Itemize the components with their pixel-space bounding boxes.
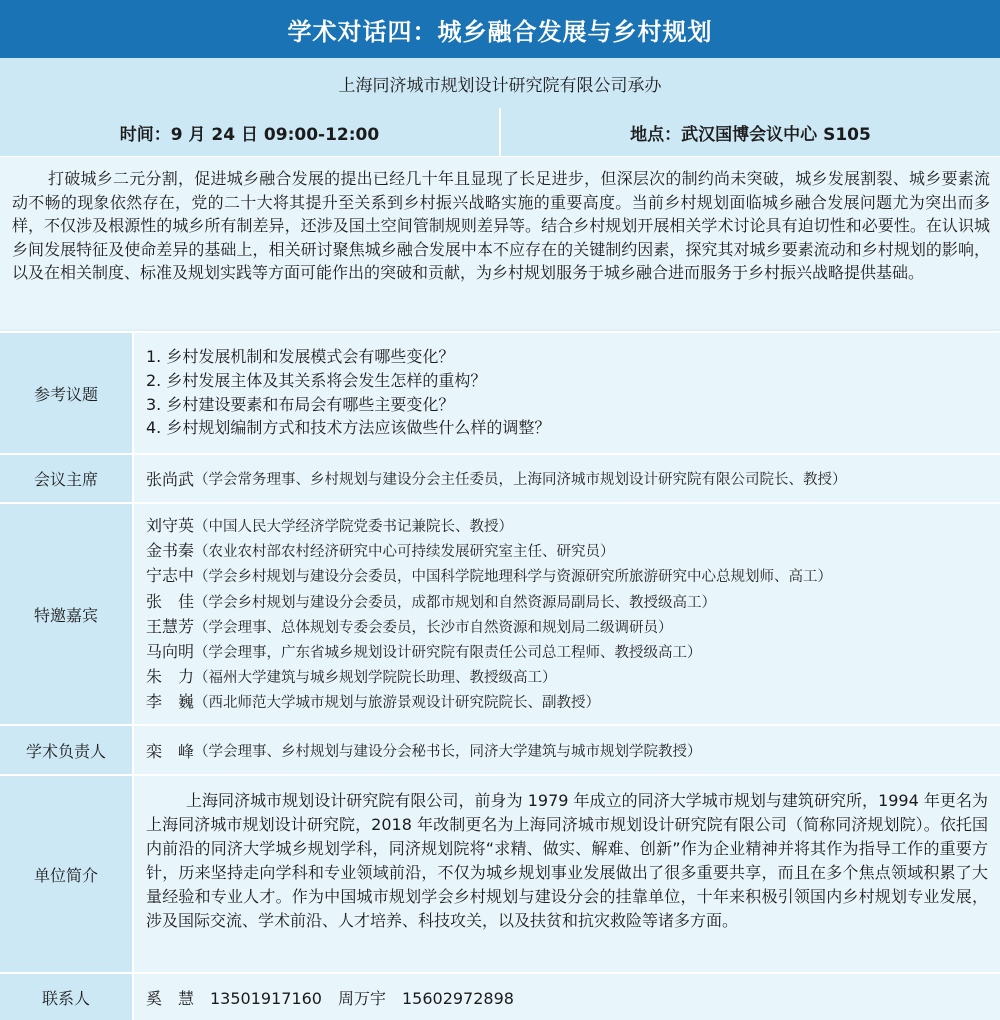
- guest-name: 马向明: [146, 642, 195, 662]
- guest-detail: （福州大学建筑与城乡规划学院院长助理、教授级高工）: [194, 670, 557, 687]
- guest-item: [146, 615, 1000, 640]
- guest-item: [146, 690, 1000, 715]
- guest-detail: （学会乡村规划与建设分会委员，中国科学院地理科学与资源研究所旅游研究中心总规划师、高工）: [194, 569, 833, 586]
- guest-name: 刘守英: [146, 516, 195, 535]
- place-text: 地点：武汉国博会议中心 S105: [499, 108, 1000, 156]
- guest-name: 宁志中: [146, 566, 195, 586]
- chair-name: 张尚武: [146, 470, 195, 489]
- topic-item: 2. 乡村发展主体及其关系将会发生怎样的重构？: [146, 370, 487, 390]
- unit-text: 上海同济城市规划设计研究院有限公司，前身为 1979 年成立的同济大学城市规划与建筑研究所，1994 年更名为上海同济城市规划设计研究院，2018 年改制更名为上海同济城市规划设计研究院有限公司（简称同济规划院）。依托国内前沿的同济大学城乡规划学科，同济规划院将“求精、做实、解难、创新”作为企业精神并将其作为指导工作的重要方针，历来坚持走向学科和专业领域前沿，不仅为城乡规划事业发展做出了很多重要共享，而且在多个焦点领域积累了大量经验和专业人才。作为中国城市规划学会乡村规划与建设分会的挂靠单位，十年来积极引领国内乡村规划专业发展，涉及国际交流、学术前沿、人才培养、科技攻关，以及扶贫和抗灾救险等诸多方面。: [134, 776, 1000, 972]
- unit-label: 单位简介: [0, 776, 134, 972]
- topics-list: [134, 333, 1000, 453]
- lead-content: [134, 726, 1000, 774]
- guest-name: 李 巍: [146, 692, 195, 712]
- guests-label: 特邀嘉宾: [0, 504, 134, 724]
- topics-label: 参考议题: [0, 333, 134, 453]
- guest-name: 王慧芳: [146, 616, 195, 636]
- guest-name: 朱 力: [146, 667, 195, 687]
- contact-people: 奚 慧 13501917160 周万宇 15602972898: [134, 974, 1000, 1020]
- chair-row: [0, 453, 1000, 502]
- guest-detail: （中国人民大学经济学院党委书记兼院长、教授）: [194, 519, 514, 535]
- lead-row: [0, 724, 1000, 774]
- guest-name: 金书秦: [146, 541, 195, 561]
- intro-paragraph: 打破城乡二元分割，促进城乡融合发展的提出已经几十年且显现了长足进步，但深层次的制约尚未突破，城乡发展割裂、城乡要素流动不畅的现象依然存在，党的二十大将其提升至关系到乡村振兴战略实施的重要高度。当前乡村规划面临城乡融合发展问题尤为突出而多样，不仅涉及根源性的城乡所有制差异，还涉及国土空间管制规则差异等。结合乡村规划开展相关学术讨论具有迫切性和必要性。在认识城乡间发展特征及使命差异的基础上，相关研讨聚焦城乡融合发展中本不应存在的关键制约因素，探究其对城乡要素流动和乡村规划的影响，以及在相关制度、标准及规划实践等方面可能作出的突破和贡献，为乡村规划服务于城乡融合进而服务于乡村振兴战略提供基础。: [0, 157, 1000, 329]
- lead-detail: （学会理事、乡村规划与建设分会秘书长，同济大学建筑与城市规划学院教授）: [194, 743, 702, 760]
- guest-detail: （学会理事，广东省城乡规划设计研究院有限责任公司总工程师、教授级高工）: [194, 645, 702, 662]
- guest-detail: （学会理事、总体规划专委会委员，长沙市自然资源和规划局二级调研员）: [194, 619, 673, 636]
- page-title: 学术对话四：城乡融合发展与乡村规划: [0, 0, 1000, 58]
- time-place-bar: [0, 108, 1000, 157]
- time-text: 时间：9 月 24 日 09:00-12:00: [119, 124, 380, 145]
- lead-label: 学术负责人: [0, 726, 134, 774]
- guest-name: 张 佳: [146, 591, 195, 611]
- guest-detail: （农业农村部农村经济研究中心可持续发展研究室主任、研究员）: [194, 544, 615, 561]
- contact-row: [0, 972, 1000, 1020]
- guest-item: [146, 640, 1000, 665]
- topics-row: [0, 331, 1000, 453]
- guest-item: [146, 590, 1000, 615]
- guest-detail: （西北师范大学城市规划与旅游景观设计研究院院长、副教授）: [194, 695, 601, 712]
- lead-name: 栾 峰: [146, 741, 195, 761]
- chair-content: [134, 455, 1000, 502]
- chair-label: 会议主席: [0, 455, 134, 502]
- guest-item: [146, 665, 1000, 690]
- guests-list: [134, 504, 1000, 724]
- contact-label: 联系人: [0, 974, 134, 1020]
- topic-item: 3. 乡村建设要素和布局会有哪些主要变化？: [146, 394, 455, 414]
- topic-item: 1. 乡村发展机制和发展模式会有哪些变化？: [146, 347, 455, 366]
- chair-detail: （学会常务理事、乡村规划与建设分会主任委员，上海同济城市规划设计研究院有限公司院长、教授）: [194, 472, 847, 488]
- organizer-banner: 上海同济城市规划设计研究院有限公司承办: [0, 58, 1000, 109]
- guest-item: [146, 514, 1000, 539]
- topic-item: 4. 乡村规划编制方式和技术方法应该做些什么样的调整？: [146, 418, 551, 438]
- guest-item: [146, 564, 1000, 589]
- guest-item: [146, 539, 1000, 564]
- unit-row: [0, 774, 1000, 972]
- guest-detail: （学会乡村规划与建设分会委员，成都市规划和自然资源局副局长、教授级高工）: [194, 594, 717, 611]
- guests-row: [0, 502, 1000, 724]
